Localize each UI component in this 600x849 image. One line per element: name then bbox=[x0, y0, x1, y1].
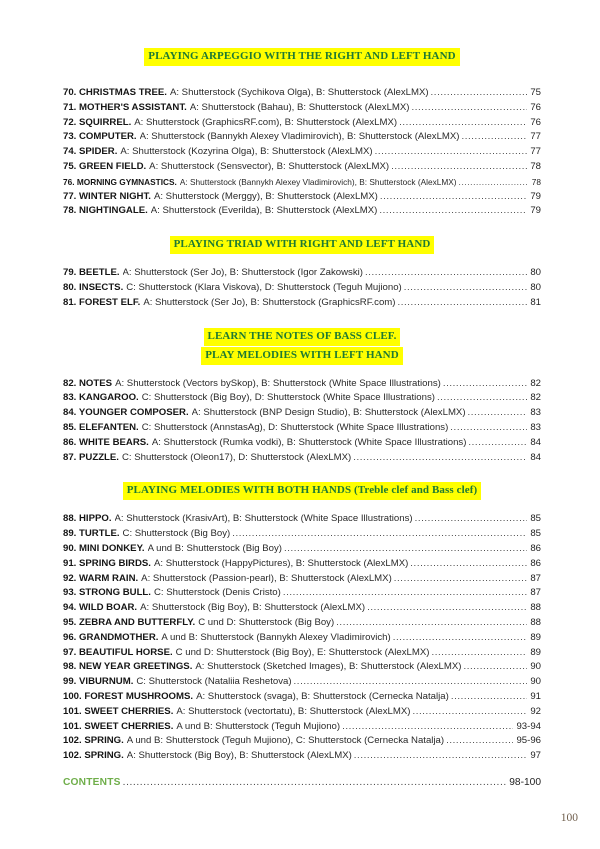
entry-page-number: 76 bbox=[530, 101, 541, 113]
entry-title: 75. GREEN FIELD. bbox=[63, 160, 147, 172]
contents-label: CONTENTS bbox=[63, 776, 121, 788]
toc-entry bbox=[63, 145, 541, 160]
toc-entry bbox=[63, 542, 541, 557]
dot-leader bbox=[342, 720, 513, 735]
entry-title: 87. PUZZLE. bbox=[63, 451, 119, 463]
entry-source: A: Shutterstock (Bannykh Alexey Vladimirovich), B: Shutterstock (AlexLMX) bbox=[139, 131, 460, 143]
entry-title: 97. BEAUTIFUL HORSE. bbox=[63, 646, 173, 658]
toc-entry bbox=[63, 451, 541, 466]
entry-page-number: 91 bbox=[530, 690, 541, 702]
dot-leader bbox=[431, 646, 527, 661]
toc-entry bbox=[63, 646, 541, 661]
entry-title: 84. YOUNGER COMPOSER. bbox=[63, 407, 189, 419]
entry-title: 74. SPIDER. bbox=[63, 146, 118, 158]
entry-title: 81. FOREST ELF. bbox=[63, 296, 141, 308]
entry-title: 77. WINTER NIGHT. bbox=[63, 190, 151, 202]
toc-entry bbox=[63, 572, 541, 587]
section-entries bbox=[63, 377, 541, 466]
section-heading-line: PLAYING ARPEGGIO WITH THE RIGHT AND LEFT HAND bbox=[144, 48, 459, 66]
entry-source: A und B: Shutterstock (Bannykh Alexey Vladimirovich) bbox=[161, 631, 391, 643]
toc-entry bbox=[63, 720, 541, 735]
dot-leader bbox=[336, 616, 527, 631]
table-of-contents bbox=[63, 47, 541, 791]
entry-title: 85. ELEFANTEN. bbox=[63, 421, 139, 433]
entry-page-number: 89 bbox=[530, 646, 541, 658]
toc-entry bbox=[63, 527, 541, 542]
entry-page-number: 87 bbox=[530, 572, 541, 584]
toc-entry bbox=[63, 660, 541, 675]
toc-entry bbox=[63, 190, 541, 205]
toc-entry bbox=[63, 616, 541, 631]
entry-page-number: 78 bbox=[530, 160, 541, 172]
entry-title: 70. CHRISTMAS TREE. bbox=[63, 87, 167, 98]
entry-page-number: 88 bbox=[530, 616, 541, 628]
toc-entry bbox=[63, 675, 541, 690]
entry-title: 94. WILD BOAR. bbox=[63, 602, 138, 614]
entry-source: A: Shutterstock (Sketched Images), B: Shutterstock (AlexLMX) bbox=[195, 661, 462, 673]
entry-page-number: 83 bbox=[530, 407, 541, 419]
entry-source: C: Shutterstock (Big Boy), D: Shutterstock (White Space Illustrations) bbox=[141, 392, 435, 404]
entry-page-number: 77 bbox=[530, 131, 541, 143]
dot-leader bbox=[353, 451, 527, 466]
entry-page-number: 78 bbox=[531, 176, 541, 187]
toc-entry bbox=[63, 391, 541, 406]
toc-section bbox=[63, 481, 541, 764]
entry-page-number: 77 bbox=[530, 146, 541, 158]
entry-source: C: Shutterstock (AnnstasAg), D: Shutterstock (White Space Illustrations) bbox=[141, 421, 449, 433]
entry-page-number: 82 bbox=[530, 377, 541, 389]
entry-title: 78. NIGHTINGALE. bbox=[63, 205, 148, 217]
dot-leader bbox=[451, 690, 528, 705]
toc-entry bbox=[63, 130, 541, 145]
toc-entry bbox=[63, 436, 541, 451]
entry-page-number: 85 bbox=[530, 513, 541, 525]
toc-entry bbox=[63, 690, 541, 705]
entry-source: A: Shutterstock (svaga), B: Shutterstock (Cernecka Natalja) bbox=[196, 690, 449, 702]
entry-source: A: Shutterstock (Vectors bySkop), B: Shutterstock (White Space Illustrations) bbox=[115, 377, 441, 389]
entry-source: A: Shutterstock (Sensvector), B: Shutterstock (AlexLMX) bbox=[149, 160, 390, 172]
entry-source: A: Shutterstock (Bannykh Alexey Vladimirovich), B: Shutterstock (AlexLMX) bbox=[179, 176, 457, 187]
footer-page-number: 100 bbox=[560, 812, 578, 824]
dot-leader bbox=[412, 101, 528, 116]
entry-source: C: Shutterstock (Denis Cristo) bbox=[153, 587, 281, 599]
section-heading-line: PLAY MELODIES WITH LEFT HAND bbox=[201, 347, 403, 365]
entry-title: 89. TURTLE. bbox=[63, 528, 120, 540]
dot-leader bbox=[463, 660, 527, 675]
toc-entry bbox=[63, 204, 541, 219]
entry-page-number: 89 bbox=[530, 631, 541, 643]
entry-title: 100. FOREST MUSHROOMS. bbox=[63, 690, 194, 702]
entry-title: 88. HIPPO. bbox=[63, 513, 112, 525]
entry-page-number: 93-94 bbox=[516, 720, 541, 732]
section-heading-line: PLAYING MELODIES WITH BOTH HANDS (Treble clef and Bass clef) bbox=[123, 482, 482, 500]
contents-row bbox=[63, 776, 541, 791]
entry-page-number: 82 bbox=[530, 392, 541, 404]
dot-leader bbox=[462, 130, 528, 145]
entry-source: C und D: Shutterstock (Big Boy) bbox=[198, 616, 335, 628]
entry-source: C: Shutterstock (Oleon17), D: Shutterstock (AlexLMX) bbox=[121, 451, 352, 463]
toc-entry bbox=[63, 631, 541, 646]
dot-leader bbox=[365, 266, 527, 281]
toc-entry bbox=[63, 512, 541, 527]
dot-leader bbox=[450, 421, 527, 436]
entry-source: C: Shutterstock (Big Boy) bbox=[122, 528, 231, 540]
section-heading bbox=[63, 327, 541, 365]
entry-title: 71. MOTHER'S ASSISTANT. bbox=[63, 101, 187, 113]
entry-title: 82. NOTES bbox=[63, 377, 113, 389]
entry-page-number: 83 bbox=[530, 421, 541, 433]
toc-entry bbox=[63, 116, 541, 131]
toc-entry bbox=[63, 266, 541, 281]
dot-leader bbox=[394, 572, 528, 587]
toc-entry bbox=[63, 101, 541, 116]
entry-page-number: 87 bbox=[530, 587, 541, 599]
entry-page-number: 80 bbox=[530, 281, 541, 293]
entry-title: 79. BEETLE. bbox=[63, 267, 120, 279]
toc-entry bbox=[63, 281, 541, 296]
dot-leader bbox=[379, 204, 527, 219]
section-entries bbox=[63, 266, 541, 310]
dot-leader bbox=[468, 406, 528, 421]
dot-leader bbox=[398, 296, 528, 311]
entry-title: 83. KANGAROO. bbox=[63, 392, 139, 404]
dot-leader bbox=[410, 557, 527, 572]
entry-source: C: Shutterstock (Nataliia Reshetova) bbox=[136, 676, 292, 688]
dot-leader bbox=[446, 734, 513, 749]
toc-entry bbox=[63, 160, 541, 175]
dot-leader bbox=[415, 512, 528, 527]
toc-section bbox=[63, 235, 541, 310]
toc-entry bbox=[63, 705, 541, 720]
entry-source: A: Shutterstock (Rumka vodki), B: Shutterstock (White Space Illustrations) bbox=[151, 436, 467, 448]
entry-source: C und D: Shutterstock (Big Boy), E: Shutterstock (AlexLMX) bbox=[175, 646, 430, 658]
dot-leader bbox=[123, 776, 507, 791]
dot-leader bbox=[283, 586, 527, 601]
entry-source: A: Shutterstock (Ser Jo), B: Shutterstock (GraphicsRF.com) bbox=[143, 296, 396, 308]
dot-leader bbox=[391, 160, 527, 175]
dot-leader bbox=[232, 527, 527, 542]
entry-page-number: 79 bbox=[530, 205, 541, 217]
entry-source: A: Shutterstock (Sychikova Olga), B: Shutterstock (AlexLMX) bbox=[169, 87, 429, 98]
entry-title: 73. COMPUTER. bbox=[63, 131, 137, 143]
entry-title: 101. SWEET CHERRIES. bbox=[63, 705, 174, 717]
entry-title: 76. MORNING GYMNASTICS. bbox=[63, 176, 177, 187]
entry-title: 101. SWEET CHERRIES. bbox=[63, 720, 174, 732]
entry-title: 92. WARM RAIN. bbox=[63, 572, 139, 584]
dot-leader bbox=[354, 749, 528, 764]
toc-entry bbox=[63, 557, 541, 572]
entry-source: A und B: Shutterstock (Teguh Mujiono) bbox=[176, 720, 341, 732]
entry-source: A: Shutterstock (Passion-pearl), B: Shutterstock (AlexLMX) bbox=[141, 572, 392, 584]
entry-source: A: Shutterstock (Big Boy), B: Shutterstock (AlexLMX) bbox=[126, 750, 352, 762]
entry-title: 72. SQUIRREL. bbox=[63, 116, 132, 128]
dot-leader bbox=[404, 281, 528, 296]
entry-source: A: Shutterstock (HappyPictures), B: Shutterstock (AlexLMX) bbox=[153, 557, 409, 569]
dot-leader bbox=[412, 705, 527, 720]
section-entries bbox=[63, 512, 541, 764]
entry-source: A: Shutterstock (GraphicsRF.com), B: Shutterstock (AlexLMX) bbox=[134, 116, 398, 128]
entry-page-number: 84 bbox=[530, 451, 541, 463]
entry-title: 96. GRANDMOTHER. bbox=[63, 631, 159, 643]
section-heading bbox=[63, 481, 541, 500]
entry-page-number: 85 bbox=[530, 528, 541, 540]
entry-source: A und B: Shutterstock (Big Boy) bbox=[147, 542, 282, 554]
dot-leader bbox=[437, 391, 527, 406]
entry-title: 98. NEW YEAR GREETINGS. bbox=[63, 661, 193, 673]
dot-leader bbox=[380, 190, 527, 205]
dot-leader bbox=[367, 601, 527, 616]
entry-source: A: Shutterstock (Bahau), B: Shutterstock (AlexLMX) bbox=[189, 101, 410, 113]
entry-page-number: 84 bbox=[530, 436, 541, 448]
entry-title: 95. ZEBRA AND BUTTERFLY. bbox=[63, 616, 196, 628]
entry-title: 99. VIBURNUM. bbox=[63, 676, 134, 688]
entry-title: 93. STRONG BULL. bbox=[63, 587, 151, 599]
section-heading-line: PLAYING TRIAD WITH RIGHT AND LEFT HAND bbox=[170, 236, 435, 254]
entry-source: A: Shutterstock (KrasivArt), B: Shutterstock (White Space Illustrations) bbox=[114, 513, 413, 525]
dot-leader bbox=[399, 116, 527, 131]
dot-leader bbox=[294, 675, 528, 690]
entry-title: 102. SPRING. bbox=[63, 735, 124, 747]
dot-leader bbox=[393, 631, 528, 646]
toc-entry bbox=[63, 377, 541, 392]
dot-leader bbox=[375, 145, 528, 160]
entry-page-number: 88 bbox=[530, 602, 541, 614]
entry-source: A: Shutterstock (Kozyrina Olga), B: Shutterstock (AlexLMX) bbox=[120, 146, 373, 158]
section-heading bbox=[63, 235, 541, 254]
dot-leader bbox=[443, 377, 527, 392]
entry-page-number: 79 bbox=[530, 190, 541, 202]
dot-leader bbox=[459, 175, 529, 190]
toc-entry bbox=[63, 734, 541, 749]
entry-source: A: Shutterstock (BNP Design Studio), B: Shutterstock (AlexLMX) bbox=[191, 407, 466, 419]
entry-page-number: 80 bbox=[530, 267, 541, 279]
section-heading bbox=[63, 47, 541, 66]
section-entries bbox=[63, 86, 541, 219]
toc-entry bbox=[63, 421, 541, 436]
entry-page-number: 75 bbox=[530, 87, 541, 98]
toc-entry bbox=[63, 175, 541, 190]
section-heading-line: LEARN THE NOTES OF BASS CLEF. bbox=[204, 328, 401, 346]
entry-source: A: Shutterstock (vectortatu), B: Shutterstock (AlexLMX) bbox=[176, 705, 411, 717]
entry-title: 90. MINI DONKEY. bbox=[63, 542, 145, 554]
toc-entry bbox=[63, 586, 541, 601]
entry-page-number: 90 bbox=[530, 676, 541, 688]
entry-title: 102. SPRING. bbox=[63, 750, 124, 762]
entry-source: A: Shutterstock (Merggy), B: Shutterstock (AlexLMX) bbox=[153, 190, 378, 202]
entry-page-number: 90 bbox=[530, 661, 541, 673]
toc-entry bbox=[63, 749, 541, 764]
toc-section bbox=[63, 327, 541, 466]
entry-source: C: Shutterstock (Klara Viskova), D: Shutterstock (Teguh Mujiono) bbox=[126, 281, 402, 293]
entry-source: A: Shutterstock (Everilda), B: Shutterstock (AlexLMX) bbox=[150, 205, 378, 217]
entry-page-number: 76 bbox=[530, 116, 541, 128]
entry-page-number: 95-96 bbox=[516, 735, 541, 747]
toc-section bbox=[63, 47, 541, 219]
entry-page-number: 81 bbox=[530, 296, 541, 308]
entry-title: 86. WHITE BEARS. bbox=[63, 436, 149, 448]
toc-entry bbox=[63, 406, 541, 421]
contents-page: 98-100 bbox=[509, 776, 541, 788]
toc-entry bbox=[63, 86, 541, 101]
toc-entry bbox=[63, 601, 541, 616]
entry-source: A: Shutterstock (Big Boy), B: Shutterstock (AlexLMX) bbox=[140, 602, 366, 614]
entry-source: A: Shutterstock (Ser Jo), B: Shutterstock (Igor Zakowski) bbox=[122, 267, 363, 279]
entry-page-number: 97 bbox=[530, 750, 541, 762]
entry-page-number: 86 bbox=[530, 557, 541, 569]
dot-leader bbox=[431, 86, 528, 101]
entry-page-number: 86 bbox=[530, 542, 541, 554]
dot-leader bbox=[468, 436, 527, 451]
dot-leader bbox=[284, 542, 527, 557]
entry-title: 91. SPRING BIRDS. bbox=[63, 557, 151, 569]
entry-page-number: 92 bbox=[530, 705, 541, 717]
entry-source: A und B: Shutterstock (Teguh Mujiono), C: Shutterstock (Cernecka Natalja) bbox=[126, 735, 445, 747]
entry-title: 80. INSECTS. bbox=[63, 281, 124, 293]
toc-entry bbox=[63, 296, 541, 311]
